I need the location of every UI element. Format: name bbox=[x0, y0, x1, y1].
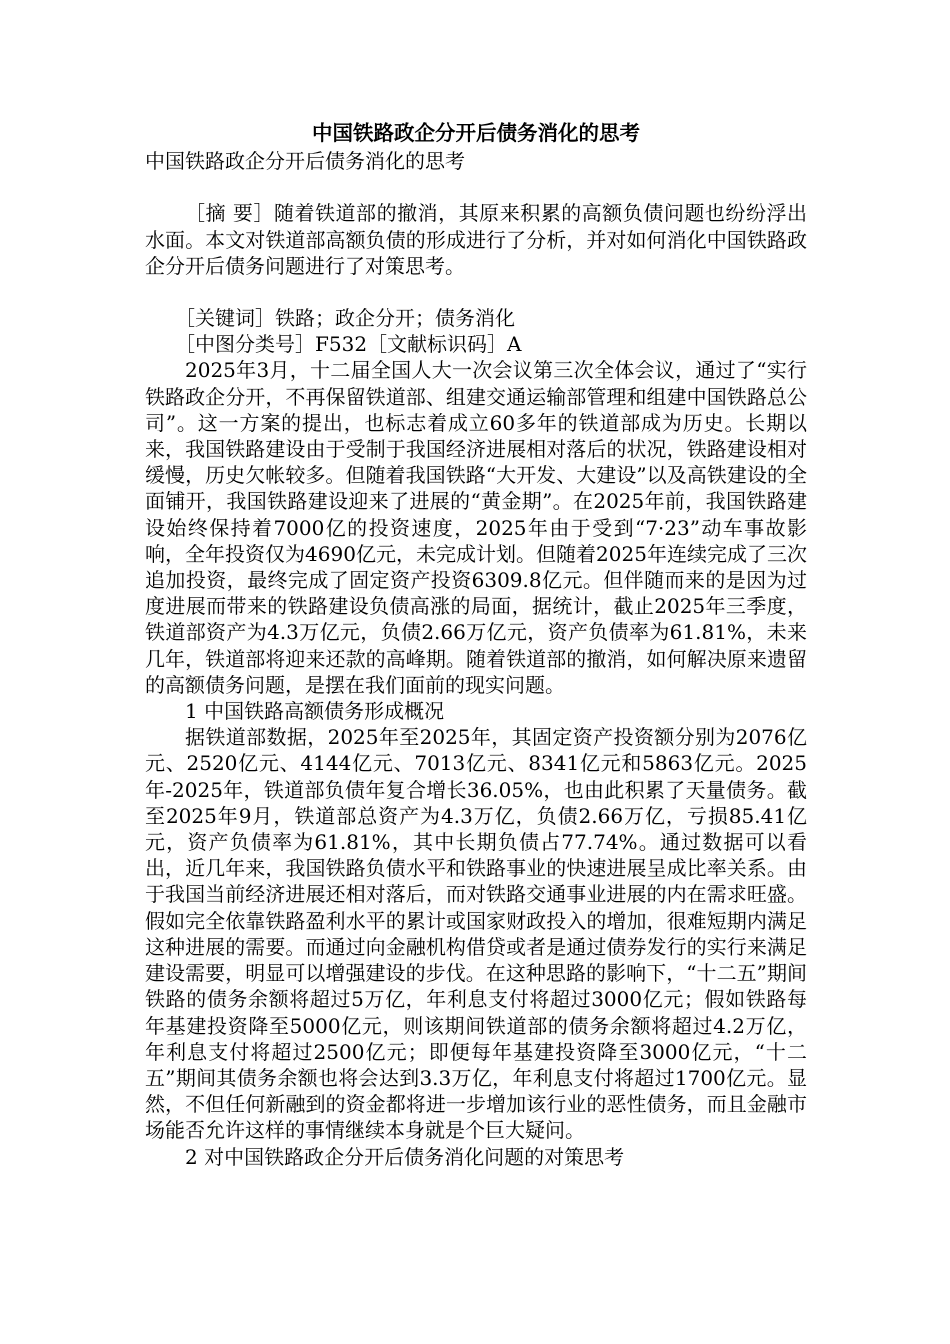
classification-line: ［中图分类号］F532［文献标识码］A bbox=[175, 332, 522, 357]
keywords-line: ［关键词］铁路；政企分开；债务消化 bbox=[175, 306, 515, 331]
blank-line bbox=[145, 279, 807, 305]
document-page bbox=[145, 120, 807, 1170]
body-paragraph: 2025年3月，十二届全国人大一次会议第三次全体会议，通过了“实行铁路政企分开，不再保留铁道部、组建交通运输部管理和组建中国铁路总公司”。这一方案的提出，也标志着成立60多年的铁道部成为历史。长期以来，我国铁路建设由于受制于我国经济进展相对落后的状况，铁路建设相对缓慢，历史欠帐较多。但随着我国铁路“大开发、大建设”以及高铁建设的全面铺开，我国铁路建设迎来了进展的“黄金期”。在2025年前，我国铁路建设始终保持着7000亿的投资速度，2025年由于受到“7·23”动车事故影响，全年投资仅为4690亿元，未完成计划。但随着2025年连续完成了三次追加投资，最终完成了固定资产投资6309.8亿元。但伴随而来的是因为过度进展而带来的铁路建设负债高涨的局面，据统计，截止2025年三季度，铁道部资产为4.3万亿元，负债2.66万亿元，资产负债率为61.81%，未来几年，铁道部将迎来还款的高峰期。随着铁道部的撤消，如何解决原来遗留的高额债务问题，是摆在我们面前的现实问题。 bbox=[145, 358, 807, 697]
section-heading: 2 对中国铁路政企分开后债务消化问题的对策思考 bbox=[185, 1144, 625, 1169]
blank-line bbox=[145, 174, 807, 200]
document-title: 中国铁路政企分开后债务消化的思考 bbox=[312, 121, 640, 145]
document-subtitle: 中国铁路政企分开后债务消化的思考 bbox=[145, 149, 465, 174]
section-heading: 1 中国铁路高额债务形成概况 bbox=[185, 699, 445, 724]
body-paragraph: 据铁道部数据，2025年至2025年，其固定资产投资额分别为2076亿元、2520亿元、4144亿元、7013亿元、8341亿元和5863亿元。2025年-2025年，铁道部负债年复合增长36.05%，也由此积累了天量债务。截至2025年9月，铁道部总资产为4.3万亿，负债2.66万亿，亏损85.41亿元，资产负债率为61.81%，其中长期负债占77.74%。通过数据可以看出，近几年来，我国铁路负债水平和铁路事业的快速进展呈成比率关系。由于我国当前经济进展还相对落后，而对铁路交通事业进展的内在需求旺盛。假如完全依靠铁路盈利水平的累计或国家财政投入的增加，很难短期内满足这种进展的需要。而通过向金融机构借贷或者是通过债券发行的实行来满足建设需要，明显可以增强建设的步伐。在这种思路的影响下，“十二五”期间铁路的债务余额将超过5万亿，年利息支付将超过3000亿元；假如铁路每年基建投资降至5000亿元，则该期间铁道部的债务余额将超过4.2万亿，年利息支付将超过2500亿元；即便每年基建投资降至3000亿元，“十二五”期间其债务余额也将会达到3.3万亿，年利息支付将超过1700亿元。显然，不但任何新融到的资金都将进一步增加该行业的恶性债务，而且金融市场能否允许这样的事情继续本身就是个巨大疑问。 bbox=[145, 725, 807, 1143]
abstract-paragraph: ［摘 要］随着铁道部的撤消，其原来积累的高额负债问题也纷纷浮出水面。本文对铁道部高额负债的形成进行了分析，并对如何消化中国铁路政企分开后债务问题进行了对策思考。 bbox=[145, 201, 807, 278]
